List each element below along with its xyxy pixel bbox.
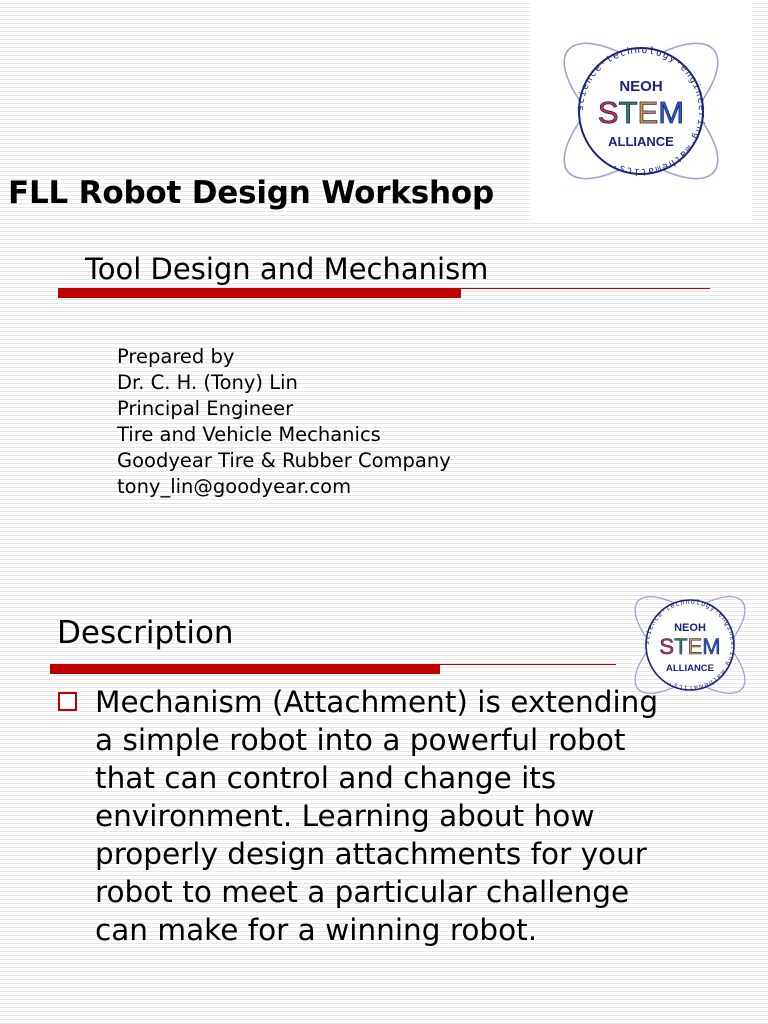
neoh-stem-alliance-logo: [530, 0, 752, 222]
author-block: [117, 344, 451, 500]
bullet-line: a simple robot into a powerful robot: [95, 723, 626, 757]
bullet-line: Mechanism (Attachment) is extending: [95, 685, 659, 719]
stem-letter-t: T: [674, 634, 688, 659]
logo-ring-text: science·technology·engineering·mathematics·: [574, 44, 708, 178]
bullet-line: can make for a winning robot.: [95, 913, 538, 947]
stem-letter-m: M: [702, 634, 721, 659]
bullet-line: properly design attachments for your: [95, 837, 647, 871]
title-rule-thick: [58, 289, 461, 298]
slide-subtitle: Tool Design and Mechanism: [85, 252, 489, 286]
atom-logo-icon: [530, 0, 752, 222]
description-slide: [0, 560, 768, 1024]
author-line-prepared-by: Prepared by: [117, 345, 235, 368]
bullet-line: that can control and change its: [95, 761, 557, 795]
section-title: Description: [57, 615, 234, 651]
workshop-title: FLL Robot Design Workshop: [8, 175, 494, 211]
logo-org-top: NEOH: [619, 78, 663, 95]
author-line-role: Principal Engineer: [117, 397, 294, 420]
logo-org-bottom: ALLIANCE: [665, 663, 715, 674]
logo-org-top: NEOH: [674, 622, 706, 634]
logo-stem-word: [659, 634, 720, 659]
hollow-square-bullet-icon: [58, 692, 77, 711]
logo-ring-text: science·technology·engineering·mathematics·: [642, 597, 738, 693]
author-line-email: tony_lin@goodyear.com: [117, 475, 352, 498]
author-line-company: Goodyear Tire & Rubber Company: [117, 449, 451, 472]
logo-stem-word: [598, 95, 684, 130]
bullet-line: robot to meet a particular challenge: [95, 875, 630, 909]
stem-letter-t: T: [618, 95, 638, 130]
stem-letter-s: S: [597, 95, 619, 130]
author-line-name: Dr. C. H. (Tony) Lin: [117, 371, 298, 394]
stem-letter-s: S: [659, 634, 675, 659]
bullet-line: environment. Learning about how: [95, 799, 595, 833]
stem-letter-m: M: [658, 95, 685, 130]
bullet-text: [95, 683, 658, 949]
title-rule-thick: [50, 665, 440, 674]
logo-org-bottom: ALLIANCE: [608, 134, 674, 149]
stem-letter-e: E: [687, 634, 703, 659]
author-line-department: Tire and Vehicle Mechanics: [117, 423, 381, 446]
stem-letter-e: E: [637, 95, 659, 130]
